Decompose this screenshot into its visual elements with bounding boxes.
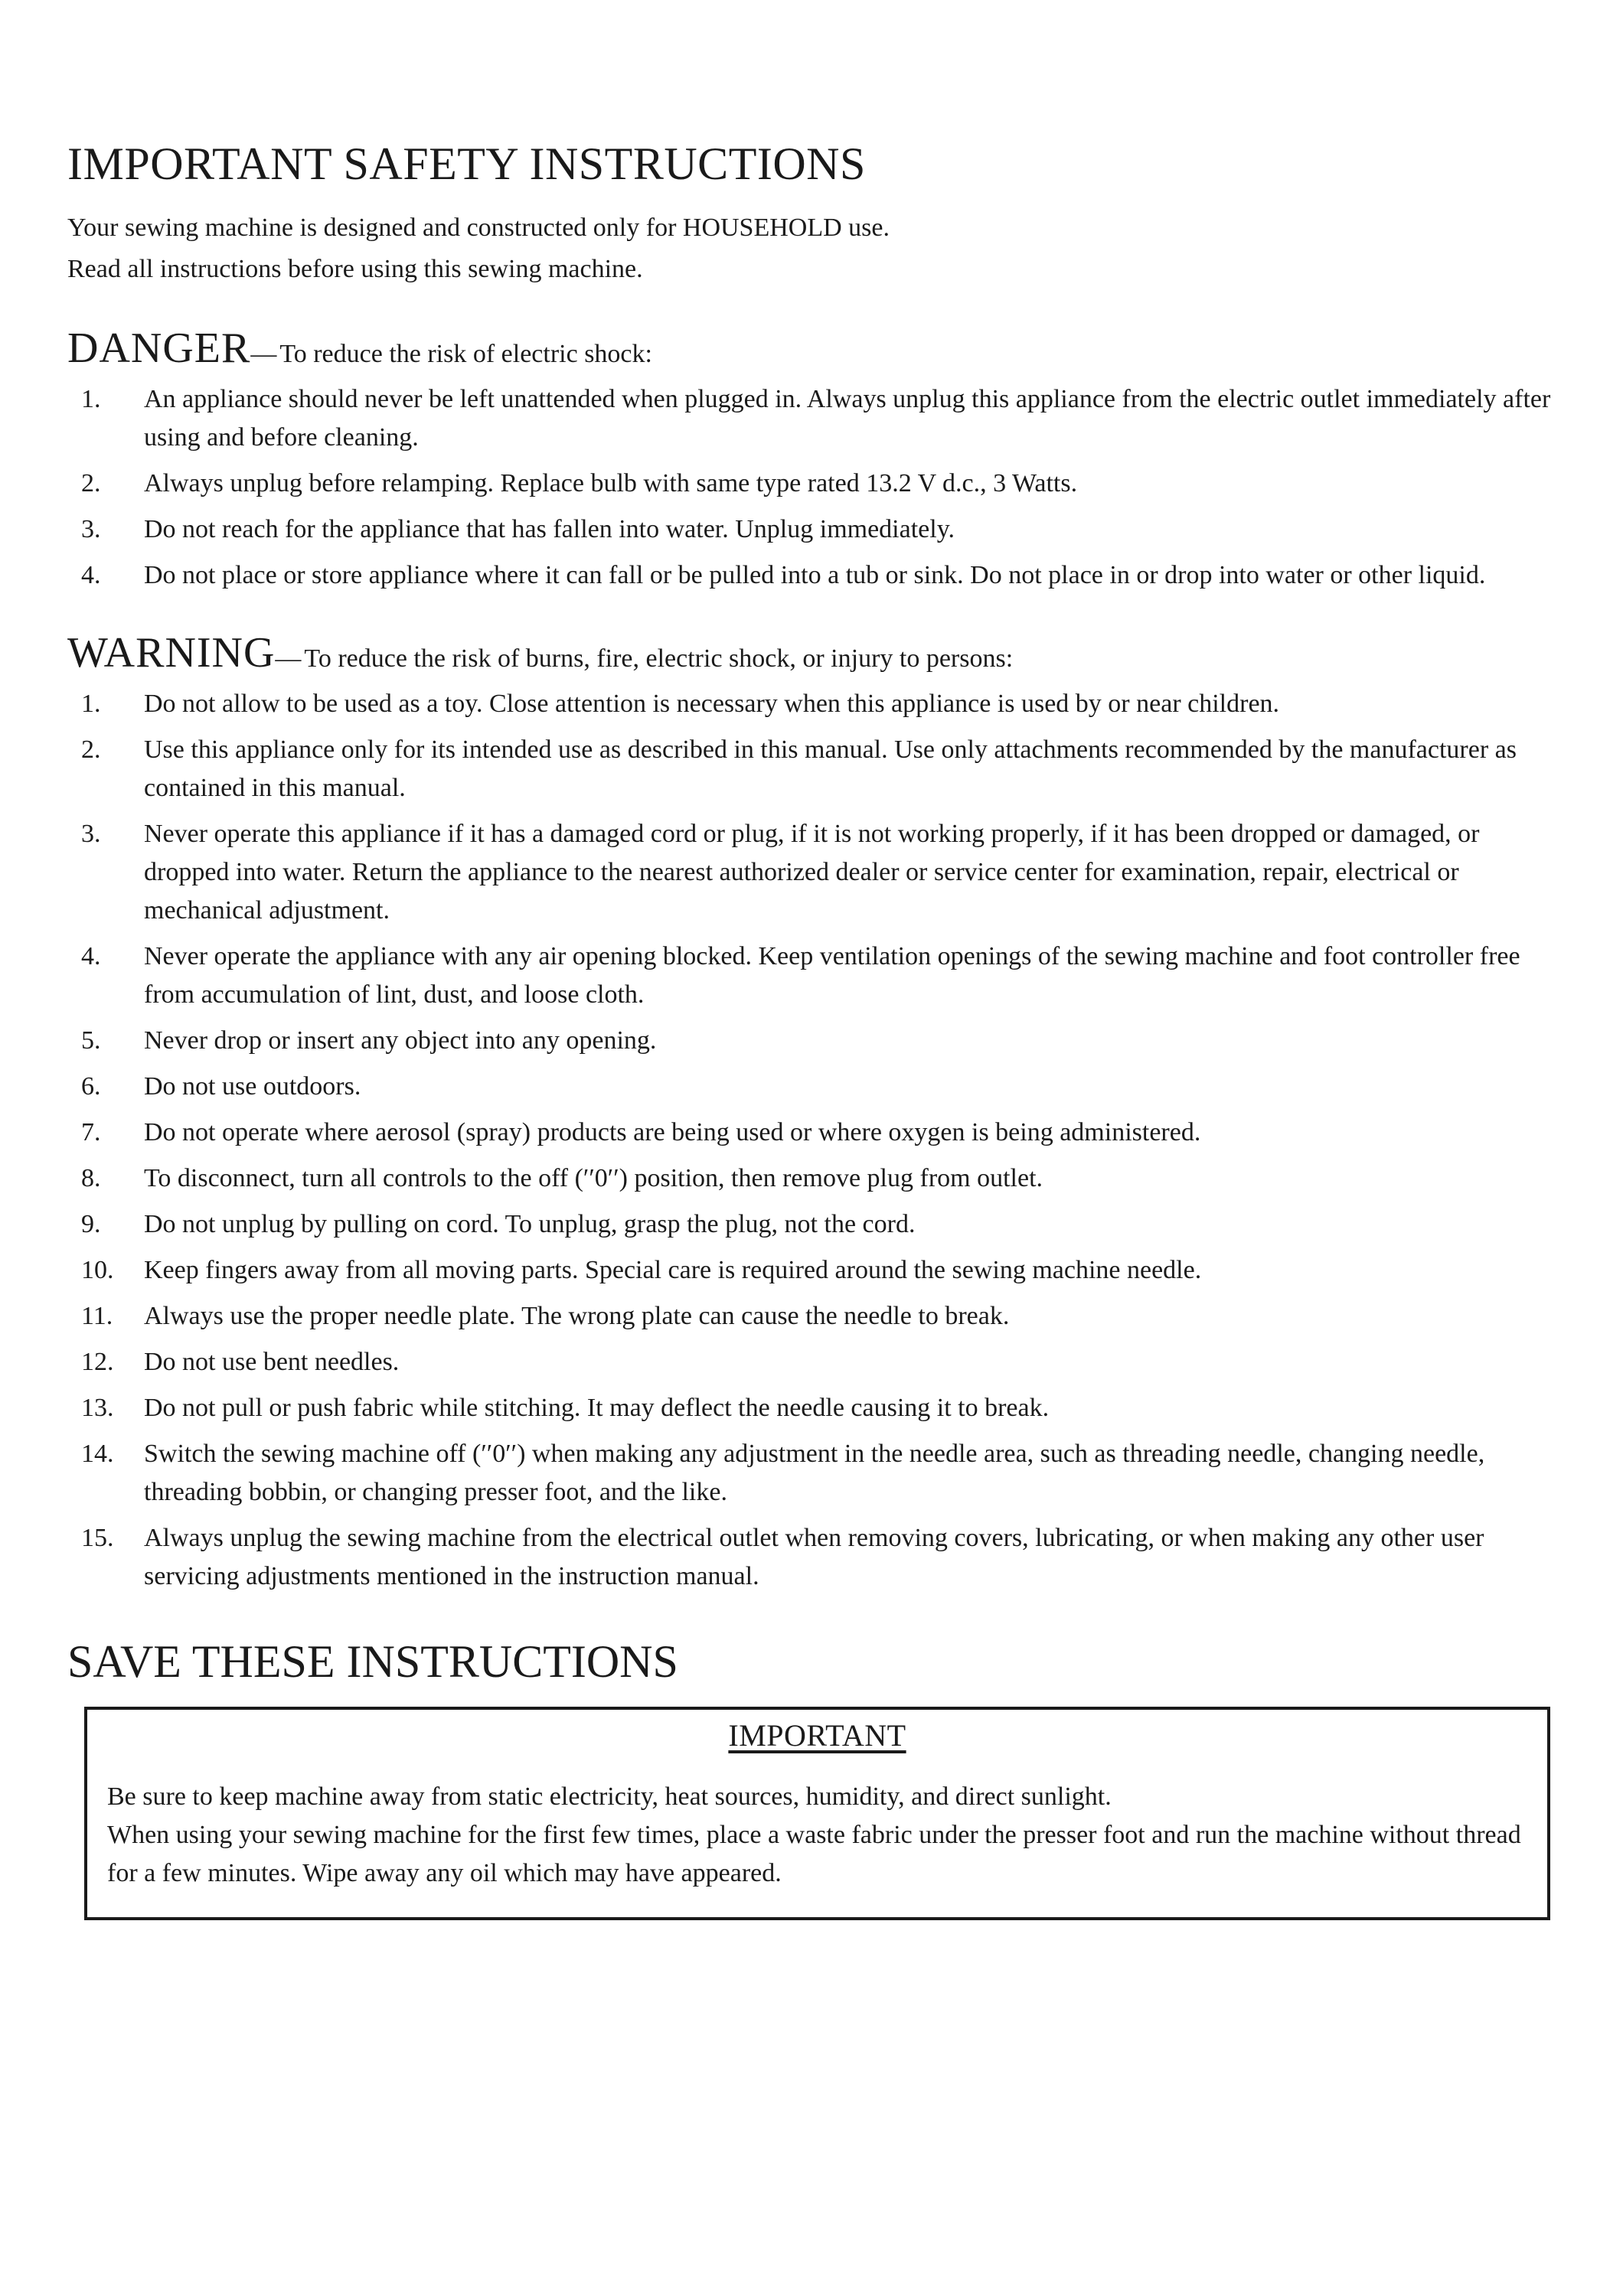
warning-subheading: To reduce the risk of burns, fire, electric shock, or injury to persons: — [304, 644, 1014, 673]
item-text: Do not unplug by pulling on cord. To unplug, grasp the plug, not the cord. — [144, 1210, 916, 1238]
danger-heading — [67, 324, 1583, 373]
item-number: 10. — [81, 1256, 114, 1284]
item-text: Use this appliance only for its intended use as described in this manual. Use only attachments recommended by the manufacturer as contained in this manual. — [144, 735, 1517, 802]
list-item — [67, 556, 1583, 595]
important-label: IMPORTANT — [728, 1718, 906, 1753]
list-item — [67, 1022, 1583, 1060]
document-page — [67, 138, 1583, 1920]
list-item — [67, 510, 1583, 549]
list-item — [67, 731, 1583, 807]
page-title: IMPORTANT SAFETY INSTRUCTIONS — [67, 139, 866, 189]
danger-list — [67, 380, 1583, 595]
item-text: Do not reach for the appliance that has fallen into water. Unplug immediately. — [144, 515, 955, 543]
notice-line-first-use: When using your sewing machine for the first few times, place a waste fabric under the presser foot and run the machine without thread for a few minutes. Wipe away any oil which may have appeared. — [107, 1821, 1521, 1887]
item-text: Never operate this appliance if it has a damaged cord or plug, if it is not working properly, if it has been dropped or damaged, or dropped into water. Return the appliance to the nearest authorized dealer or service center for examination, repair, electrical or mechanical adjustment. — [144, 820, 1480, 925]
list-item — [67, 938, 1583, 1014]
item-number: 2. — [81, 469, 101, 497]
warning-list — [67, 685, 1583, 1596]
item-text: Do not operate where aerosol (spray) products are being used or where oxygen is being administered. — [144, 1118, 1201, 1146]
item-text: Keep fingers away from all moving parts. Special care is required around the sewing machine needle. — [144, 1256, 1202, 1284]
item-number: 5. — [81, 1026, 101, 1055]
item-number: 12. — [81, 1348, 114, 1376]
item-text: Never operate the appliance with any air opening blocked. Keep ventilation openings of the sewing machine and foot controller free from accumulation of lint, dust, and loose cloth. — [144, 942, 1520, 1009]
item-text: Always unplug the sewing machine from the electrical outlet when removing covers, lubricating, or when making any other user servicing adjustments mentioned in the instruction manual. — [144, 1524, 1484, 1590]
item-text: Always unplug before relamping. Replace bulb with same type rated 13.2 V d.c., 3 Watts. — [144, 469, 1078, 497]
item-text: Switch the sewing machine off (′′0′′) when making any adjustment in the needle area, such as threading needle, changing needle, threading bobbin, or changing presser foot, and the like. — [144, 1440, 1485, 1506]
warning-dash: — — [275, 644, 302, 673]
intro-line-read-all: Read all instructions before using this sewing machine. — [67, 255, 643, 283]
item-text: An appliance should never be left unattended when plugged in. Always unplug this appliance from the electric outlet immediately after using and before cleaning. — [144, 385, 1551, 452]
save-instructions-title: SAVE THESE INSTRUCTIONS — [67, 1636, 678, 1687]
item-text: Do not use bent needles. — [144, 1348, 400, 1376]
danger-label: DANGER — [67, 325, 251, 372]
list-item — [67, 1251, 1583, 1290]
item-text: Do not use outdoors. — [144, 1072, 361, 1101]
item-number: 1. — [81, 385, 101, 413]
warning-heading — [67, 628, 1583, 677]
list-item — [67, 685, 1583, 723]
item-number: 4. — [81, 942, 101, 970]
item-text: Do not pull or push fabric while stitching. It may deflect the needle causing it to break. — [144, 1394, 1050, 1422]
item-number: 13. — [81, 1394, 114, 1422]
item-number: 15. — [81, 1524, 114, 1552]
item-number: 2. — [81, 735, 101, 764]
item-number: 14. — [81, 1440, 114, 1468]
notice-line-static: Be sure to keep machine away from static electricity, heat sources, humidity, and direct sunlight. — [107, 1782, 1112, 1811]
list-item — [67, 1205, 1583, 1244]
item-number: 9. — [81, 1210, 101, 1238]
item-number: 11. — [81, 1302, 113, 1330]
list-item — [67, 1114, 1583, 1152]
item-text: Do not place or store appliance where it can fall or be pulled into a tub or sink. Do not place in or drop into water or other liquid. — [144, 561, 1486, 589]
item-number: 1. — [81, 690, 101, 718]
item-number: 4. — [81, 561, 101, 589]
warning-label: WARNING — [67, 629, 276, 677]
list-item — [67, 1435, 1583, 1512]
list-item — [67, 1297, 1583, 1336]
list-item — [67, 1068, 1583, 1106]
item-number: 8. — [81, 1164, 101, 1192]
danger-dash: — — [250, 340, 277, 368]
item-number: 7. — [81, 1118, 101, 1146]
intro-line-household: Your sewing machine is designed and constructed only for HOUSEHOLD use. — [67, 214, 890, 242]
item-number: 3. — [81, 820, 101, 848]
list-item — [67, 1159, 1583, 1198]
item-number: 6. — [81, 1072, 101, 1101]
list-item — [67, 1343, 1583, 1381]
important-notice-box — [84, 1707, 1550, 1920]
item-number: 3. — [81, 515, 101, 543]
item-text: To disconnect, turn all controls to the off (′′0′′) position, then remove plug from outlet. — [144, 1164, 1043, 1192]
danger-subheading: To reduce the risk of electric shock: — [279, 340, 652, 368]
list-item — [67, 465, 1583, 503]
item-text: Always use the proper needle plate. The wrong plate can cause the needle to break. — [144, 1302, 1010, 1330]
list-item — [67, 815, 1583, 930]
list-item — [67, 380, 1583, 457]
item-text: Do not allow to be used as a toy. Close attention is necessary when this appliance is used by or near children. — [144, 690, 1280, 718]
list-item — [67, 1519, 1583, 1596]
list-item — [67, 1389, 1583, 1427]
item-text: Never drop or insert any object into any opening. — [144, 1026, 657, 1055]
